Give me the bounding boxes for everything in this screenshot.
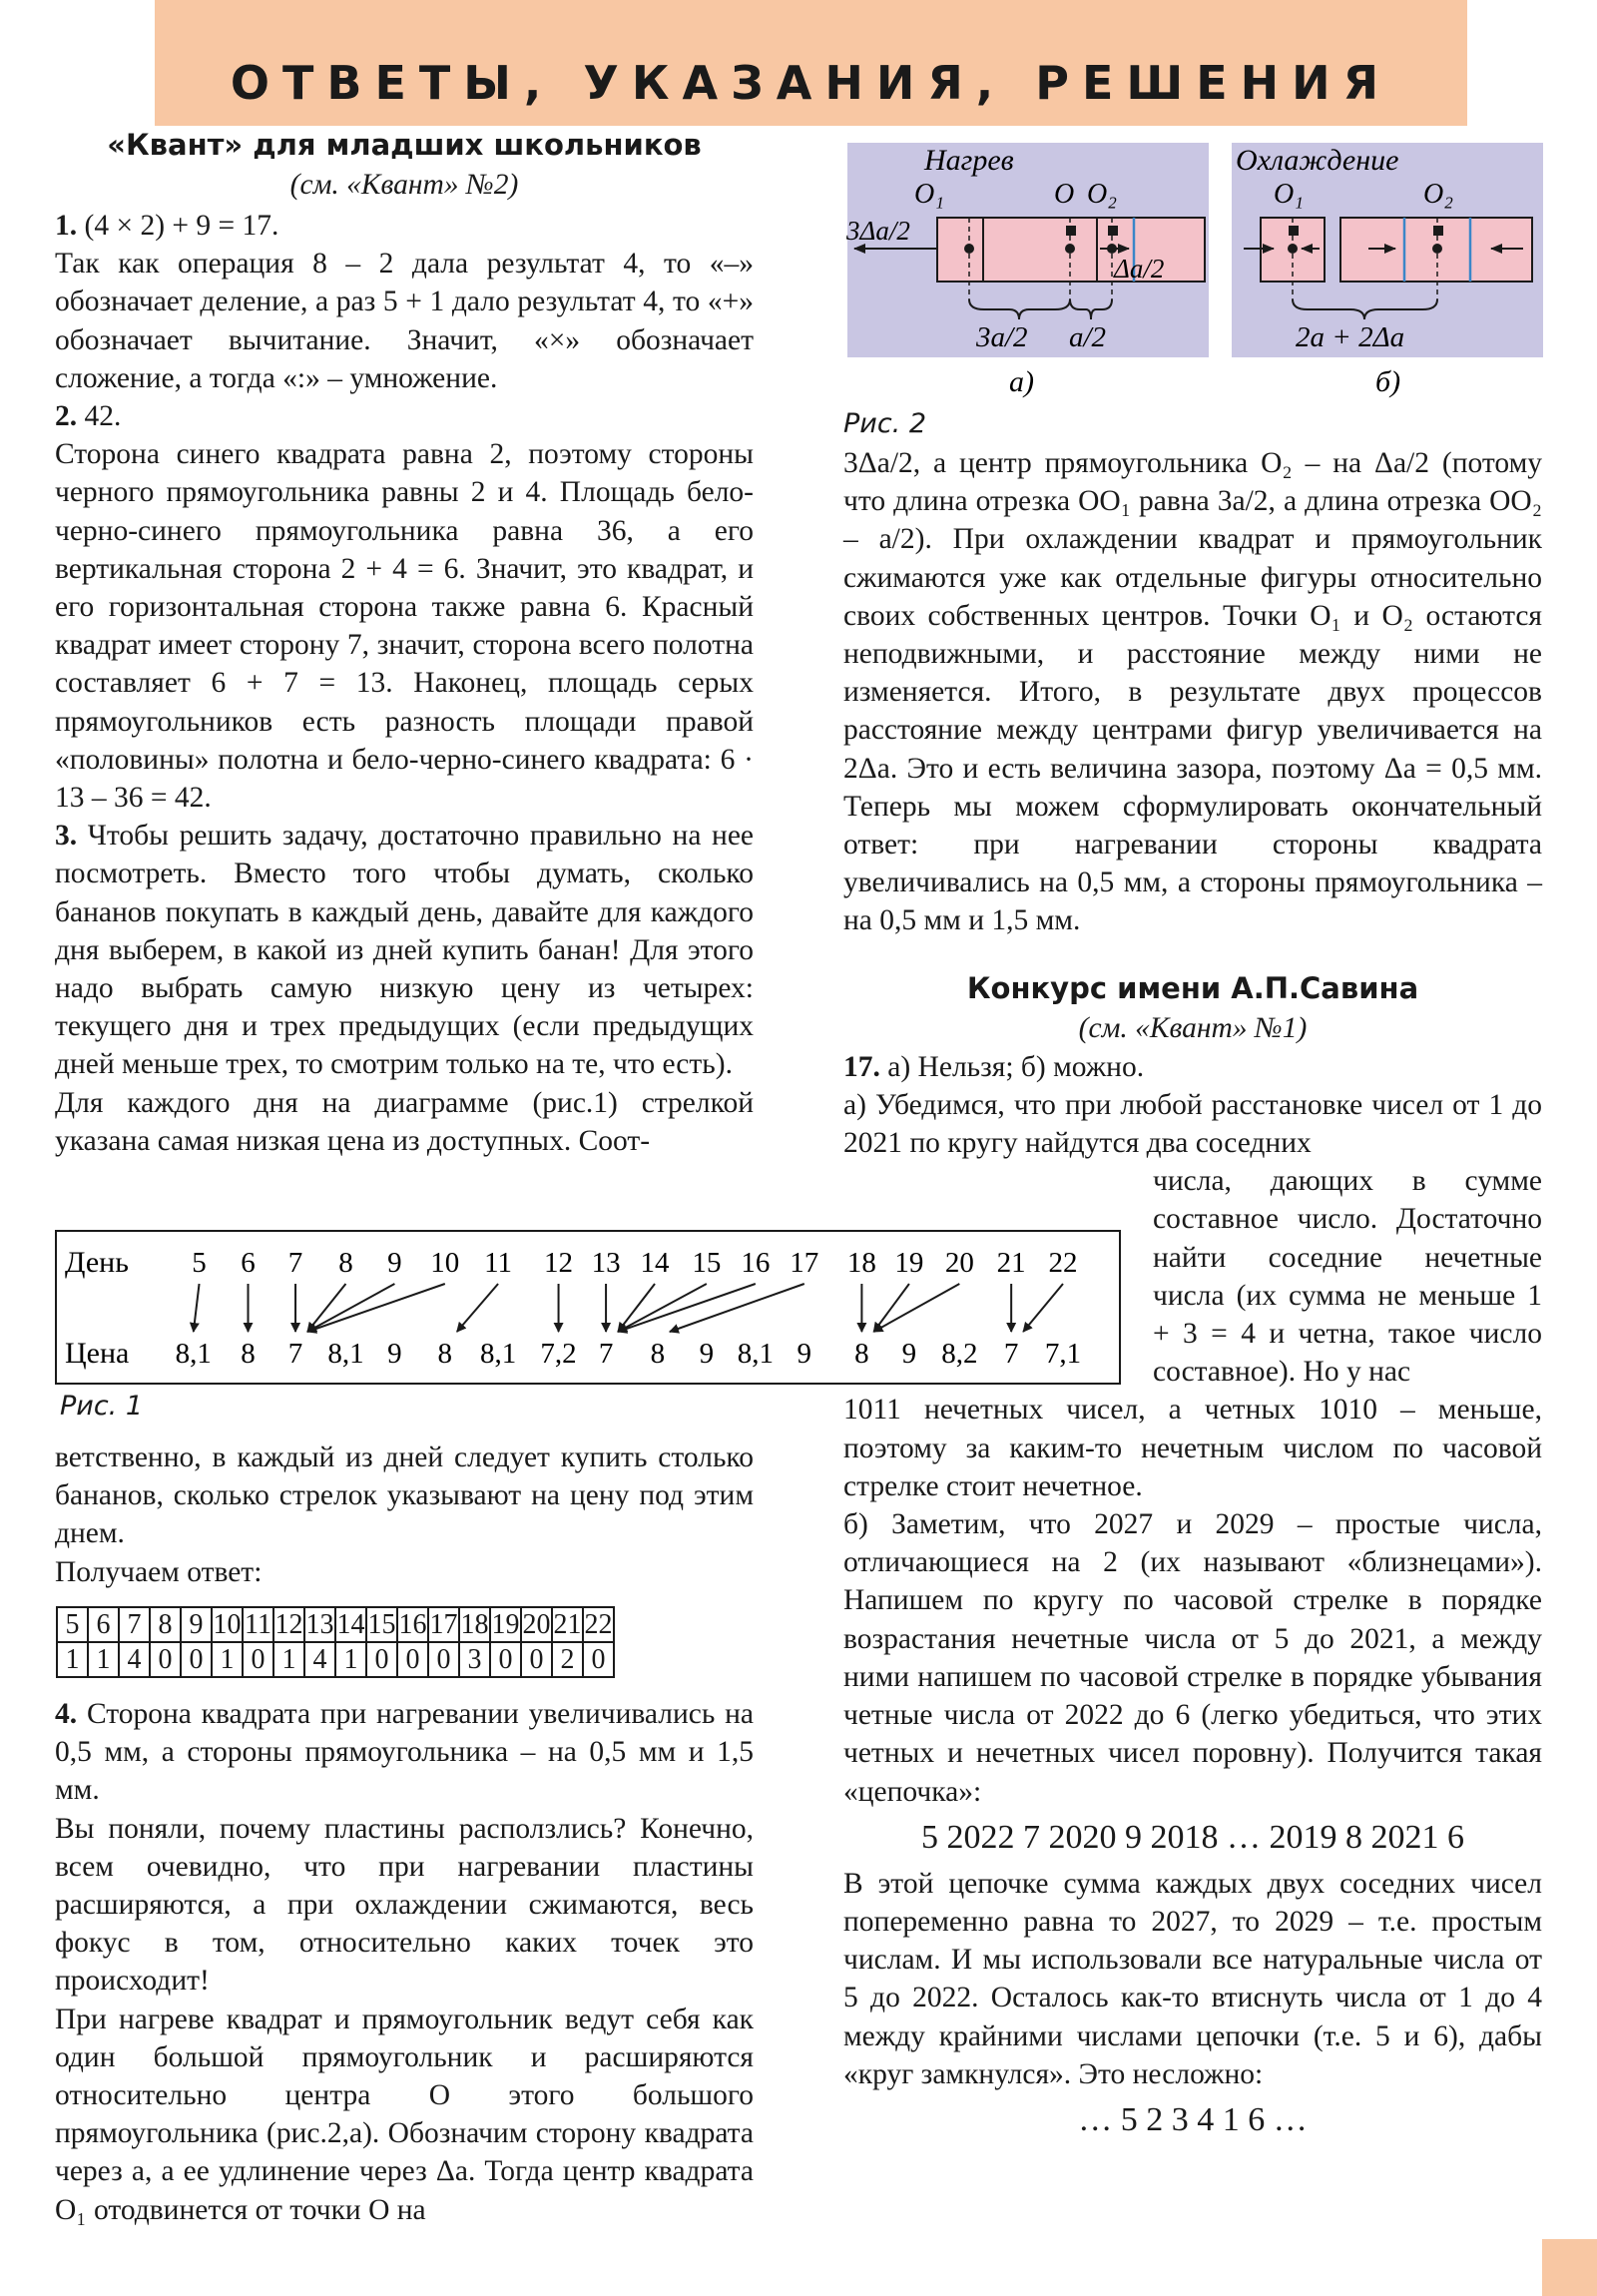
answer-day-cell: 19 <box>491 1609 520 1640</box>
answer-count-cell: 0 <box>366 1642 397 1677</box>
marker-o <box>1066 226 1076 236</box>
day-label: 6 <box>241 1247 256 1279</box>
problem-17a-text: а) Убедимся, что при любой расстановке чисел от 1 до 2021 по кругу найдутся два соседних <box>843 1088 1542 1160</box>
day-label: 7 <box>287 1247 303 1279</box>
subfigure-b-label: б) <box>1375 365 1401 398</box>
answer-day-cell: 22 <box>584 1609 613 1640</box>
problem-number: 17. <box>843 1050 880 1083</box>
price-label: 8,1 <box>479 1338 517 1370</box>
answer-day-cell: 11 <box>243 1607 273 1642</box>
day-label: 16 <box>741 1247 771 1279</box>
panel-a-title: Нагрев <box>924 144 1014 177</box>
price-label: 9 <box>699 1338 715 1370</box>
day-label: 17 <box>790 1247 819 1279</box>
answer-count-cell: 0 <box>243 1642 273 1677</box>
page-corner-tab <box>1542 2239 1597 2296</box>
marker-o2 <box>1108 226 1118 236</box>
right-column <box>843 404 1542 2147</box>
day-label: 9 <box>387 1247 402 1279</box>
problem-3-text: 3. Чтобы решить задачу, достаточно правильно на нее посмотреть. Вместо того чтобы думать, сколько бананов покупать в каждый день, давайте для каждого дня выберем, в какой из дней купить банан! Для этого надо выбрать самую низкую цену из четырех: текущего дня и трех предыдущих (если предыдущих дней меньше трех, то смотрим только на те, что есть). <box>55 820 755 1081</box>
problem-4-text-b: Вы поняли, почему пластины расползлись? Конечно, всем очевидно, что при нагревании пластины расширяются, а при охлаждении сжимаются, весь фокус в том, относительно каких точек это происходит! <box>55 1812 754 1998</box>
price-label: 7,2 <box>540 1338 577 1370</box>
marker-o2-b <box>1433 226 1443 236</box>
figure-2-caption: Рис. 2 <box>843 408 927 439</box>
answer-count-cell: 0 <box>150 1642 181 1677</box>
answer-count-cell: 1 <box>57 1642 88 1677</box>
label-o2: O₂ <box>1087 179 1117 210</box>
answer-table-days-row <box>57 1607 614 1642</box>
price-label: 9 <box>387 1338 402 1370</box>
price-label: 8,1 <box>327 1338 364 1370</box>
answer-day-cell: 7 <box>119 1607 150 1642</box>
left-column-top <box>55 125 754 1160</box>
problem-17a-rest: 1011 нечетных чисел, а четных 1010 – меньше, поэтому за каким-то нечетным числом по часовой стрелке стоит нечетное. <box>843 1394 1542 1502</box>
problem-4-answer: 4. Сторона квадрата при нагревании увеличивались на 0,5 мм, а стороны прямоугольника – на 0,5 мм и 1,5 мм. <box>55 1698 754 1807</box>
day-label: 15 <box>692 1247 722 1279</box>
day-label: 20 <box>944 1247 974 1279</box>
subfigure-a-label: а) <box>1009 365 1034 398</box>
price-label: 8,2 <box>941 1338 978 1370</box>
answer-count-cell: 0 <box>397 1642 428 1677</box>
price-label: 8 <box>650 1338 666 1370</box>
problem-17a-narrow: числа, дающих в сумме составное число. Достаточно найти соседние нечетные числа (их сумма не меньше 1 + 3 = 4 и четна, такое число составное). Но у нас <box>1153 1165 1542 1389</box>
price-label: 8 <box>854 1338 869 1370</box>
problem-3-text-d: Получаем ответ: <box>55 1555 263 1588</box>
day-label: 12 <box>544 1247 574 1279</box>
day-label: 18 <box>846 1247 876 1279</box>
answer-count-cell: 1 <box>88 1642 119 1677</box>
answer-day-cell: 17 <box>429 1609 458 1640</box>
answer-table <box>56 1606 615 1678</box>
header-banner <box>155 0 1467 126</box>
label-o2-b: O₂ <box>1423 179 1453 210</box>
price-label: 9 <box>797 1338 812 1370</box>
answer-count-cell: 1 <box>273 1642 304 1677</box>
label-a2: a/2 <box>1069 321 1107 353</box>
label-o1-b: O₁ <box>1274 179 1304 210</box>
left-column-bottom <box>55 1695 754 2229</box>
problem-3-text-b: Для каждого дня на диаграмме (рис.1) стрелкой указана самая низкая цена из доступных. Соот- <box>55 1086 754 1157</box>
day-label: 5 <box>192 1247 207 1279</box>
problem-17-answer: 17. а) Нельзя; б) можно. <box>843 1050 1145 1083</box>
row-label-day: День <box>65 1246 129 1279</box>
day-label: 22 <box>1048 1247 1078 1279</box>
price-arrow <box>194 1284 200 1332</box>
price-label: 8 <box>437 1338 453 1370</box>
answer-count-cell: 0 <box>181 1642 212 1677</box>
row-label-price: Цена <box>65 1337 130 1370</box>
problem-1-text: Так как операция 8 – 2 дала результат 4, то «–» обозначает деление, а раз 5 + 1 дало результат 4, то «+» обозначает вычитание. Значит, «×» обозначает сложение, а тогда «:» – умножение. <box>55 248 754 394</box>
day-label: 8 <box>338 1247 353 1279</box>
section-title-savin: Конкурс имени А.П.Савина <box>966 970 1419 1005</box>
answer-count-cell: 1 <box>212 1642 243 1677</box>
problem-3-text-c: ветственно, в каждый из дней следует купить столько бананов, сколько стрелок указывают на цену под этим днем. <box>55 1441 754 1550</box>
label-o1: O₁ <box>914 179 944 210</box>
answer-day-cell: 10 <box>213 1609 242 1640</box>
chain-formula-2: … 5 2 3 4 1 6 … <box>1078 2100 1308 2138</box>
answer-day-cell: 14 <box>336 1609 365 1640</box>
problem-17b-text: б) Заметим, что 2027 и 2029 – простые числа, отличающиеся на 2 (их называют «близнецами»). Напишем по кругу по часовой стрелке в порядке возрастания нечетные числа от 5 до 2021, а между ними напишем по часовой стрелке в порядке убывания четные числа от 2022 до 6 (легко убедиться, что этих четных и нечетных чисел поровну). Получится такая «цепочка»: <box>843 1508 1542 1808</box>
answer-count-cell: 4 <box>304 1642 335 1677</box>
answer-count-cell: 3 <box>459 1642 490 1677</box>
day-label: 19 <box>894 1247 924 1279</box>
label-3a2: 3a/2 <box>976 321 1028 353</box>
page-title: ОТВЕТЫ, УКАЗАНИЯ, РЕШЕНИЯ <box>230 56 1392 110</box>
problem-1-answer: 1. (4 × 2) + 9 = 17. <box>55 210 279 242</box>
price-label: 8,1 <box>737 1338 774 1370</box>
answer-day-cell: 8 <box>150 1607 181 1642</box>
section-ref-savin: (см. «Квант» №1) <box>1078 1011 1308 1044</box>
answer-day-cell: 12 <box>274 1609 303 1640</box>
day-label: 10 <box>430 1247 460 1279</box>
day-label: 13 <box>591 1247 621 1279</box>
problem-17c-text: В этой цепочке сумма каждых двух соседних чисел попеременно равна то 2027, то 2029 – т.е. простым числам. И мы использовали все натуральные числа от 5 до 2022. Осталось как-то втиснуть числа от 1 до 4 между крайними числами цепочки (т.е. 5 и 6), дабы «круг замкнулся». Это несложно: <box>843 1867 1542 2090</box>
price-label: 8,1 <box>175 1338 212 1370</box>
problem-number: 4. <box>55 1698 78 1730</box>
price-arrow <box>457 1284 498 1332</box>
marker-o1-b <box>1289 226 1299 236</box>
answer-day-cell: 6 <box>88 1607 119 1642</box>
chain-formula-1: 5 2022 7 2020 9 2018 … 2019 8 2021 6 <box>921 1818 1464 1856</box>
answer-day-cell: 13 <box>305 1609 334 1640</box>
figure-2-explanation: 3Δa/2, а центр прямоугольника O₂ – на Δa/2 (потому что длина отрезка OO₁ равна 3a/2, а длина отрезка OO₂ – a/2). При охлаждении квадрат и прямоугольник сжимаются уже как отдельные фигуры относительно своих собственных центров. Точки O₁ и O₂ остаются неподвижными, и расстояние между ними не изменяется. Итого, в результате двух процессов расстояние между центрами фигур увеличивается на 2Δa. Это и есть величина зазора, поэтому Δa = 0,5 мм. Теперь мы можем сформулировать окончательный ответ: при нагревании стороны квадрата увеличивались на 0,5 мм, а стороны прямоугольника – на 0,5 мм и 1,5 мм. <box>843 447 1542 937</box>
panel-b-title: Охлаждение <box>1236 144 1399 177</box>
answer-day-cell: 15 <box>367 1609 396 1640</box>
answer-count-cell: 0 <box>583 1642 614 1677</box>
label-o: O <box>1054 179 1075 210</box>
figure-1-caption: Рис. 1 <box>60 1391 144 1422</box>
answer-day-cell: 18 <box>460 1609 489 1640</box>
price-label: 7 <box>287 1338 303 1370</box>
answer-day-cell: 21 <box>553 1609 582 1640</box>
problem-4-text-c: При нагреве квадрат и прямоугольник ведут себя как один большой прямоугольник и расширяются относительно центра O этого большого прямоугольника (рис.2,а). Обозначим сторону квадрата через a, а ее удлинение через Δa. Тогда центр квадрата O₁ отодвинется от точки O на <box>55 2003 754 2226</box>
answer-count-cell: 2 <box>552 1642 583 1677</box>
section-title: «Квант» для младших школьников <box>107 128 702 162</box>
answer-count-cell: 0 <box>521 1642 552 1677</box>
problem-number: 3. <box>55 820 78 853</box>
label-3da2: 3Δa/2 <box>846 216 910 246</box>
problem-number: 2. <box>55 400 78 433</box>
price-arrow <box>307 1284 445 1332</box>
price-label: 7 <box>1003 1338 1019 1370</box>
answer-day-cell: 20 <box>522 1609 551 1640</box>
label-2a2da: 2a + 2Δa <box>1296 321 1405 353</box>
answer-day-cell: 16 <box>398 1609 427 1640</box>
price-label: 7,1 <box>1044 1338 1082 1370</box>
label-da2: Δa/2 <box>1114 254 1165 284</box>
problem-number: 1. <box>55 210 78 242</box>
answer-table-counts-row <box>57 1642 614 1677</box>
answer-count-cell: 0 <box>490 1642 521 1677</box>
section-ref: (см. «Квант» №2) <box>289 169 519 201</box>
square-left-part <box>937 218 983 282</box>
answer-day-cell: 9 <box>181 1607 212 1642</box>
answer-count-cell: 4 <box>119 1642 150 1677</box>
price-arrow <box>307 1284 394 1332</box>
left-column-mid <box>55 1438 754 1591</box>
price-arrow <box>618 1284 707 1332</box>
problem-2-text: Сторона синего квадрата равна 2, поэтому стороны черного прямоугольника равны 2 и 4. Площадь бело-черно-синего прямоугольника равна 36, а его вертикальная сторона 2 + 4 = 6. Значит, это квадрат, и его горизонтальная сторона также равна 6. Красный квадрат имеет сторону 7, значит, сторона всего полотна составляет 6 + 7 = 13. Наконец, площадь серых прямоугольников есть разность площади правой «половины» полотна и бело-черно-синего квадрата: 6 · 13 – 36 = 42. <box>55 438 754 815</box>
day-label: 21 <box>996 1247 1026 1279</box>
day-label: 11 <box>484 1247 513 1279</box>
answer-count-cell: 1 <box>335 1642 366 1677</box>
problem-2-answer: 2. 42. <box>55 400 122 433</box>
answer-day-cell: 5 <box>57 1607 88 1642</box>
day-label: 14 <box>640 1247 670 1279</box>
price-label: 9 <box>901 1338 917 1370</box>
figure-2-diagram <box>844 140 1548 399</box>
figure-2 <box>844 140 1548 399</box>
price-label: 7 <box>598 1338 614 1370</box>
answer-count-cell: 0 <box>428 1642 459 1677</box>
price-label: 8 <box>241 1338 256 1370</box>
